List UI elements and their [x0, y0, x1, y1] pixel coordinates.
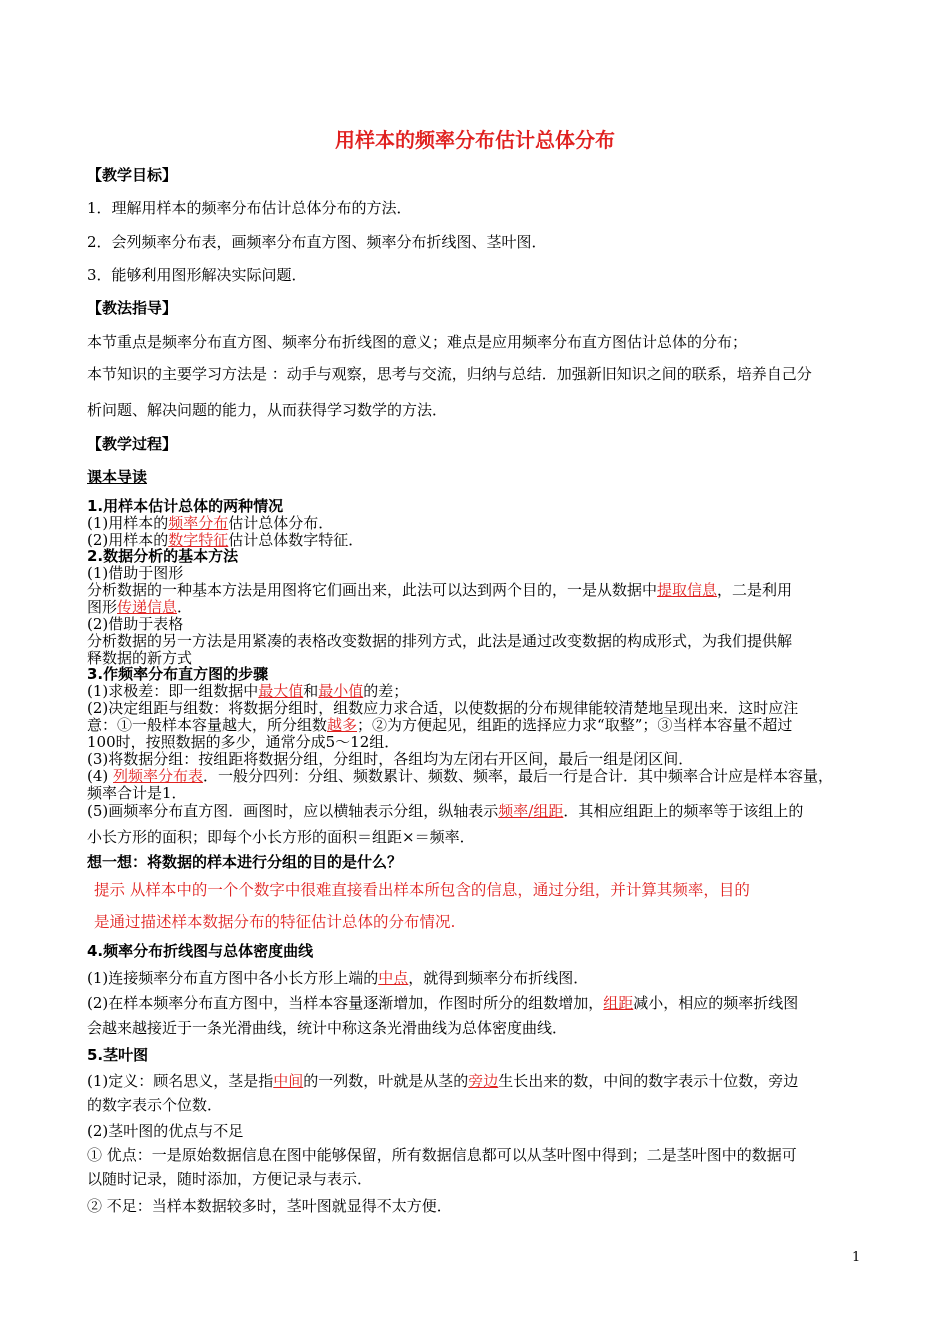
topic-2-line-d1: 分析数据的另一方法是用紧凑的表格改变数据的排列方式，此法是通过改变数据的构成形式，为我们提供解 [87, 632, 793, 650]
topic-3-line-8: (5)画频率分布直方图．画图时，应以横轴表示分组，纵轴表示频率/组距．其相应组距上的频率等于该组上的 [87, 802, 804, 820]
think-question: 想一想：将数据的样本进行分组的目的是什么？ [87, 853, 403, 871]
topic-3-line-4: 100时，按照数据的多少，通常分成5～12组． [87, 733, 400, 751]
topic-3-heading: 3.作频率分布直方图的步骤 [87, 665, 269, 683]
heading-teaching-method: 【教法指导】 [87, 299, 178, 317]
answer-frequency-distribution: 频率分布 [168, 514, 229, 532]
topic-5-line-5: 以随时记录，随时添加，方便记录与表示． [87, 1170, 373, 1188]
answer-side: 旁边 [468, 1072, 499, 1090]
topic-4-line-2: (2)在样本频率分布直方图中，当样本容量逐渐增加，作图时所分的组数增加，组距减小，相应的频率折线图 [87, 994, 799, 1012]
method-paragraph-2a: 本节知识的主要学习方法是 ：动手与观察，思考与交流，归纳与总结．加强新旧知识之间的联系，培养自己分 [87, 365, 812, 383]
answer-midpoint: 中点 [378, 969, 409, 987]
topic-2-line-a: (1)借助于图形 [87, 564, 184, 582]
hint-line-1: 提示 从样本中的一个个数字中很难直接看出样本所包含的信息，通过分组，并计算其频率，目的 [94, 881, 750, 899]
topic-2-line-b1: 分析数据的一种基本方法是用图将它们画出来，此法可以达到两个目的，一是从数据中提取信息，二是利用 [87, 581, 793, 599]
topic-4-line-1: (1)连接频率分布直方图中各小长方形上端的中点，就得到频率分布折线图． [87, 969, 589, 987]
topic-3-line-2: (2)决定组距与组数：将数据分组时，组数应力求合适，以使数据的分布规律能较清楚地呈现出来．这时应注 [87, 699, 799, 717]
topic-5-line-4: ① 优点：一是原始数据信息在图中能够保留，所有数据信息都可以从茎叶图中得到；二是茎叶图中的数据可 [87, 1146, 797, 1164]
topic-5-line-3: (2)茎叶图的优点与不足 [87, 1122, 244, 1140]
goal-item-3: 3．能够利用图形解决实际问题． [87, 266, 307, 284]
goal-item-2: 2．会列频率分布表，画频率分布直方图、频率分布折线图、茎叶图． [87, 233, 547, 251]
topic-5-line-6: ② 不足：当样本数据较多时，茎叶图就显得不太方便． [87, 1197, 452, 1215]
hint-line-2: 是通过描述样本数据分布的特征估计总体的分布情况. [94, 913, 456, 931]
page-number: 1 [852, 1250, 861, 1265]
answer-transmit-info: 传递信息 [117, 598, 178, 616]
heading-teaching-process: 【教学过程】 [87, 435, 178, 453]
answer-frequency-table: 列频率分布表 [113, 767, 204, 785]
topic-4-line-3: 会越来越接近于一条光滑曲线，统计中称这条光滑曲线为总体密度曲线． [87, 1019, 568, 1037]
topic-1-line-1: (1)用样本的频率分布估计总体分布． [87, 514, 334, 532]
topic-1-heading: 1.用样本估计总体的两种情况 [87, 497, 284, 515]
method-paragraph-2b: 析问题、解决问题的能力，从而获得学习数学的方法． [87, 401, 448, 419]
topic-1-line-2: (2)用样本的数字特征估计总体数字特征． [87, 531, 364, 549]
topic-3-line-9: 小长方形的面积；即每个小长方形的面积＝组距×＝频率． [87, 828, 475, 846]
topic-3-line-6: (4) 列频率分布表．一般分四列：分组、频数累计、频数、频率，最后一行是合计．其中频率合计应是样本容量， [87, 767, 834, 785]
answer-extract-info: 提取信息 [657, 581, 718, 599]
topic-4-heading: 4.频率分布折线图与总体密度曲线 [87, 942, 314, 960]
subheading-textbook-guide: 课本导读 [87, 468, 148, 486]
method-paragraph-1: 本节重点是频率分布直方图、频率分布折线图的意义；难点是应用频率分布直方图估计总体的分布； [87, 333, 748, 351]
topic-5-line-2: 的数字表示个位数． [87, 1096, 223, 1114]
document-title: 用样本的频率分布估计总体分布 [335, 128, 615, 152]
topic-2-heading: 2.数据分析的基本方法 [87, 547, 239, 565]
topic-5-heading: 5.茎叶图 [87, 1046, 149, 1064]
answer-numerical-features: 数字特征 [168, 531, 229, 549]
answer-frequency-over-interval: 频率/组距 [498, 802, 564, 820]
topic-2-line-c: (2)借助于表格 [87, 615, 184, 633]
heading-teaching-goals: 【教学目标】 [87, 166, 178, 184]
answer-interval: 组距 [603, 994, 634, 1012]
topic-3-line-5: (3)将数据分组：按组距将数据分组，分组时，各组均为左闭右开区间，最后一组是闭区间． [87, 750, 694, 768]
answer-max-value: 最大值 [258, 682, 304, 700]
topic-2-line-b2: 图形传递信息． [87, 598, 193, 616]
answer-min-value: 最小值 [318, 682, 364, 700]
topic-3-line-3: 意：①一般样本容量越大，所分组数越多；②为方便起见，组距的选择应力求“取整”；③当样本容量不超过 [87, 716, 793, 734]
topic-3-line-7: 频率合计是1． [87, 784, 187, 802]
topic-3-line-1: (1)求极差：即一组数据中最大值和最小值的差； [87, 682, 409, 700]
answer-middle: 中间 [273, 1072, 304, 1090]
answer-more: 越多 [327, 716, 358, 734]
topic-2-line-d2: 释数据的新方式 [87, 649, 193, 667]
goal-item-1: 1．理解用样本的频率分布估计总体分布的方法． [87, 199, 412, 217]
topic-5-line-1: (1)定义：顾名思义，茎是指中间的一列数，叶就是从茎的旁边生长出来的数，中间的数字表示十位数，旁边 [87, 1072, 799, 1090]
